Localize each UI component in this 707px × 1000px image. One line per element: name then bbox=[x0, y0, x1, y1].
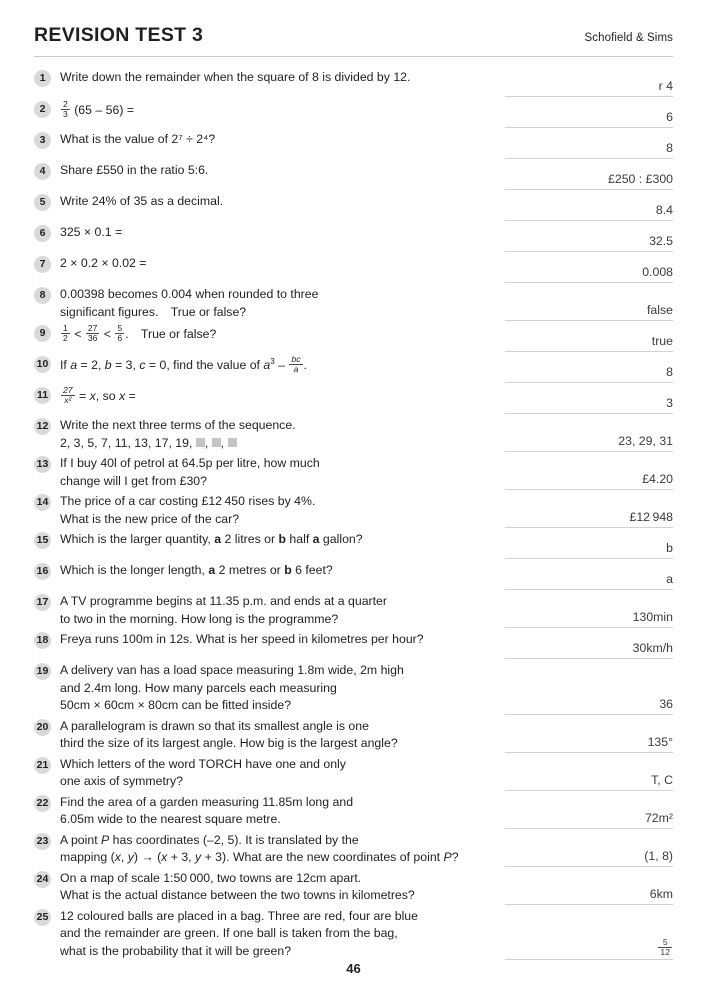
question-number-badge: 6 bbox=[34, 225, 51, 242]
question-line: A delivery van has a load space measuring 1.8m wide, 2m high bbox=[60, 663, 404, 677]
answer-value[interactable]: 72m² bbox=[505, 810, 673, 829]
question-row bbox=[34, 66, 673, 97]
question-row bbox=[34, 559, 673, 590]
question-row bbox=[34, 829, 673, 867]
question-row bbox=[34, 383, 673, 414]
answer-area bbox=[481, 162, 673, 190]
answer-area bbox=[481, 718, 673, 753]
question-row bbox=[34, 905, 673, 961]
question-text bbox=[51, 756, 481, 791]
question-number-badge: 20 bbox=[34, 719, 51, 736]
answer-placeholder-box bbox=[196, 438, 205, 447]
fraction-numerator: 27 bbox=[63, 385, 73, 395]
question-number-badge: 11 bbox=[34, 387, 51, 404]
answer-value[interactable]: 3 bbox=[505, 395, 673, 414]
question-row bbox=[34, 590, 673, 628]
question-line: A parallelogram is drawn so that its smallest angle is one bbox=[60, 718, 369, 733]
question-text bbox=[51, 631, 481, 649]
question-number-badge: 18 bbox=[34, 632, 51, 649]
answer-value[interactable]: 0.008 bbox=[505, 264, 673, 283]
question-text bbox=[51, 162, 481, 180]
question-row bbox=[34, 221, 673, 252]
question-text bbox=[51, 100, 481, 120]
question-number-badge: 23 bbox=[34, 833, 51, 850]
question-number-badge: 12 bbox=[34, 418, 51, 435]
answer-value[interactable]: 6km bbox=[505, 886, 673, 905]
question-line: If a = 2, b = 3, c = 0, find the value of $a^3$ – $\frac{bc}{a}$ . bbox=[60, 354, 307, 374]
question-line: The price of a car costing £12 450 rises by 4%. bbox=[60, 494, 316, 508]
answer-value[interactable] bbox=[505, 938, 673, 960]
answer-placeholder-box bbox=[228, 438, 237, 447]
question-text bbox=[51, 908, 481, 961]
answer-value[interactable]: £4.20 bbox=[505, 471, 673, 490]
question-line: to two in the morning. How long is the programme? bbox=[60, 611, 339, 626]
answer-area bbox=[481, 355, 673, 383]
question-text bbox=[51, 832, 481, 867]
answer-area bbox=[481, 593, 673, 628]
fraction-denominator: a bbox=[289, 364, 302, 374]
answer-value[interactable]: 130min bbox=[505, 609, 673, 628]
answer-area bbox=[481, 562, 673, 590]
question-text bbox=[51, 286, 481, 321]
answer-area bbox=[481, 324, 673, 352]
question-line: Write 24% of 35 as a decimal. bbox=[60, 194, 224, 208]
question-number-badge: 16 bbox=[34, 563, 51, 580]
answer-value[interactable]: 36 bbox=[505, 696, 673, 715]
answer-value[interactable]: £250 : £300 bbox=[505, 171, 673, 190]
question-list bbox=[34, 66, 673, 960]
question-row bbox=[34, 791, 673, 829]
question-row bbox=[34, 97, 673, 128]
fraction-numerator: 5 bbox=[117, 323, 123, 333]
answer-value[interactable]: 32.5 bbox=[505, 233, 673, 252]
question-row bbox=[34, 128, 673, 159]
fraction bbox=[658, 938, 672, 957]
question-line: Write the next three terms of the sequence. bbox=[60, 418, 296, 432]
question-line: 2, 3, 5, 7, 11, 13, 17, 19, , , bbox=[60, 435, 481, 453]
question-text bbox=[51, 493, 481, 528]
answer-value[interactable]: 23, 29, 31 bbox=[505, 433, 673, 452]
question-row bbox=[34, 252, 673, 283]
question-number-badge: 4 bbox=[34, 163, 51, 180]
page-title: REVISION TEST 3 bbox=[34, 24, 204, 46]
question-line: 50cm × 60cm × 80cm can be fitted inside? bbox=[60, 698, 292, 712]
question-row bbox=[34, 159, 673, 190]
fraction-numerator: 2 bbox=[63, 99, 68, 109]
fraction-numerator: 5 bbox=[662, 937, 668, 948]
question-number-badge: 2 bbox=[34, 101, 51, 118]
answer-area bbox=[481, 870, 673, 905]
answer-value[interactable]: (1, 8) bbox=[505, 848, 673, 867]
question-row bbox=[34, 452, 673, 490]
answer-area bbox=[481, 224, 673, 252]
option-marker: a bbox=[312, 532, 320, 546]
answer-area bbox=[481, 794, 673, 829]
answer-value[interactable]: 30km/h bbox=[505, 640, 673, 659]
answer-area bbox=[481, 455, 673, 490]
question-line: A point P has coordinates (–2, 5). It is translated by the bbox=[60, 832, 359, 847]
fraction-numerator: 27 bbox=[87, 323, 98, 333]
question-line: On a map of scale 1:50 000, two towns are 12cm apart. bbox=[60, 870, 362, 885]
question-line: 6.05m wide to the nearest square metre. bbox=[60, 812, 281, 826]
question-line: mapping (x, y) → (x + 3, y + 3). What are the new coordinates of point P? bbox=[60, 850, 459, 864]
question-line: Which is the larger quantity, a 2 litres or b half a gallon? bbox=[60, 532, 363, 546]
answer-value[interactable]: 8.4 bbox=[505, 202, 673, 221]
answer-value[interactable]: 6 bbox=[505, 109, 673, 128]
answer-area bbox=[481, 756, 673, 791]
option-marker: a bbox=[208, 563, 216, 577]
question-text bbox=[51, 255, 481, 273]
question-text bbox=[51, 531, 481, 549]
question-row bbox=[34, 321, 673, 352]
publisher-name: Schofield & Sims bbox=[584, 32, 673, 44]
question-number-badge: 25 bbox=[34, 909, 51, 926]
question-row bbox=[34, 528, 673, 559]
answer-placeholder-box bbox=[212, 438, 221, 447]
answer-value[interactable]: r 4 bbox=[505, 78, 673, 97]
answer-value[interactable]: 135° bbox=[505, 734, 673, 753]
answer-value[interactable]: a bbox=[505, 571, 673, 590]
question-line: $\frac{2}{3}$ (65 – 56) = bbox=[63, 99, 135, 119]
question-line: Which is the longer length, a 2 metres or b 6 feet? bbox=[60, 563, 333, 577]
answer-area bbox=[481, 100, 673, 128]
question-row bbox=[34, 352, 673, 383]
question-text bbox=[51, 193, 481, 211]
answer-area bbox=[481, 662, 673, 715]
question-text bbox=[51, 662, 481, 715]
question-number-badge: 19 bbox=[34, 663, 51, 680]
question-number-badge: 14 bbox=[34, 494, 51, 511]
question-line: 2 × 0.2 × 0.02 = bbox=[60, 256, 147, 270]
question-line: Share £550 in the ratio 5:6. bbox=[60, 163, 209, 177]
question-text bbox=[51, 131, 481, 149]
fraction bbox=[289, 355, 302, 374]
question-line: Which letters of the word TORCH have one and only bbox=[60, 756, 346, 771]
header-divider bbox=[34, 56, 673, 57]
question-text bbox=[51, 417, 481, 452]
fraction-denominator: 6 bbox=[117, 332, 123, 343]
answer-value[interactable]: T, C bbox=[505, 772, 673, 791]
answer-area bbox=[481, 531, 673, 559]
answer-value[interactable]: true bbox=[505, 333, 673, 352]
question-row bbox=[34, 753, 673, 791]
fraction bbox=[61, 386, 75, 405]
question-line: What is the new price of the car? bbox=[60, 511, 240, 526]
answer-value[interactable]: £12 948 bbox=[505, 509, 673, 528]
question-line: $\frac{27}{\text{x²}}$ = x, so x = bbox=[63, 385, 136, 405]
question-number-badge: 22 bbox=[34, 795, 51, 812]
question-line: A TV programme begins at 11.35 p.m. and ends at a quarter bbox=[60, 594, 387, 608]
question-number-badge: 17 bbox=[34, 594, 51, 611]
fraction bbox=[115, 324, 124, 343]
question-number-badge: 9 bbox=[34, 325, 51, 342]
question-line: what is the probability that it will be green? bbox=[60, 943, 292, 958]
answer-area bbox=[481, 832, 673, 867]
question-number-badge: 3 bbox=[34, 132, 51, 149]
question-text bbox=[51, 718, 481, 753]
question-text bbox=[51, 324, 481, 344]
answer-area bbox=[481, 69, 673, 97]
question-number-badge: 5 bbox=[34, 194, 51, 211]
question-text bbox=[51, 69, 481, 87]
fraction-numerator: 1 bbox=[63, 323, 68, 333]
question-line: What is the actual distance between the two towns in kilometres? bbox=[60, 888, 415, 902]
question-text bbox=[51, 593, 481, 628]
question-line: Freya runs 100m in 12s. What is her speed in kilometres per hour? bbox=[60, 632, 424, 646]
answer-value[interactable]: 8 bbox=[505, 140, 673, 159]
fraction-denominator: 36 bbox=[87, 332, 98, 343]
question-text bbox=[51, 562, 481, 580]
answer-value[interactable]: false bbox=[505, 302, 673, 321]
question-number-badge: 10 bbox=[34, 356, 51, 373]
question-number-badge: 24 bbox=[34, 871, 51, 888]
question-line: and 2.4m long. How many parcels each measuring bbox=[60, 680, 337, 695]
fraction-numerator: bc bbox=[291, 354, 301, 364]
question-line: and the remainder are green. If one ball is taken from the bag, bbox=[60, 926, 398, 940]
page-number: 46 bbox=[346, 961, 361, 976]
option-marker: b bbox=[278, 532, 286, 546]
question-row bbox=[34, 283, 673, 321]
fraction bbox=[86, 324, 100, 343]
question-row bbox=[34, 414, 673, 452]
fraction-denominator: 2 bbox=[63, 332, 68, 343]
answer-area bbox=[481, 908, 673, 961]
question-number-badge: 8 bbox=[34, 287, 51, 304]
question-number-badge: 13 bbox=[34, 456, 51, 473]
option-marker: b bbox=[284, 563, 292, 577]
question-text bbox=[51, 386, 481, 406]
option-marker: a bbox=[214, 532, 222, 546]
question-text bbox=[51, 455, 481, 490]
answer-area bbox=[481, 493, 673, 528]
question-line: third the size of its largest angle. How big is the largest angle? bbox=[60, 736, 398, 750]
fraction bbox=[61, 100, 70, 119]
question-line: 325 × 0.1 = bbox=[60, 225, 123, 239]
answer-area bbox=[481, 631, 673, 659]
question-text bbox=[51, 794, 481, 829]
question-text bbox=[51, 224, 481, 242]
fraction-denominator: x² bbox=[61, 395, 75, 405]
question-text bbox=[51, 870, 481, 905]
question-row bbox=[34, 867, 673, 905]
question-row bbox=[34, 628, 673, 659]
fraction-denominator: 3 bbox=[63, 108, 68, 119]
question-text bbox=[51, 355, 481, 375]
answer-area bbox=[481, 417, 673, 452]
question-row bbox=[34, 490, 673, 528]
question-number-badge: 1 bbox=[34, 70, 51, 87]
answer-area bbox=[481, 131, 673, 159]
question-line: one axis of symmetry? bbox=[60, 774, 184, 788]
question-line: If I buy 40l of petrol at 64.5p per litre, how much bbox=[60, 456, 320, 470]
question-number-badge: 15 bbox=[34, 532, 51, 549]
answer-area bbox=[481, 255, 673, 283]
answer-area bbox=[481, 193, 673, 221]
question-row bbox=[34, 659, 673, 715]
answer-value[interactable]: 8 bbox=[505, 364, 673, 383]
question-line: 0.00398 becomes 0.004 when rounded to three bbox=[60, 287, 319, 301]
question-number-badge: 21 bbox=[34, 757, 51, 774]
question-line: 12 coloured balls are placed in a bag. Three are red, four are blue bbox=[60, 908, 418, 923]
answer-area bbox=[481, 286, 673, 321]
question-line: change will I get from £30? bbox=[60, 473, 207, 488]
answer-area bbox=[481, 386, 673, 414]
page-header bbox=[34, 0, 673, 47]
question-number-badge: 7 bbox=[34, 256, 51, 273]
question-line: Find the area of a garden measuring 11.85m long and bbox=[60, 794, 354, 809]
question-line: What is the value of 2⁷ ÷ 2⁴? bbox=[60, 132, 216, 146]
fraction bbox=[61, 324, 70, 343]
question-row bbox=[34, 715, 673, 753]
question-line: significant figures. True or false? bbox=[60, 304, 247, 319]
question-line: Write down the remainder when the square of 8 is divided by 12. bbox=[60, 70, 411, 84]
fraction-denominator: 12 bbox=[660, 947, 670, 958]
answer-value[interactable]: b bbox=[505, 540, 673, 559]
question-line: $\frac{1}{2}$ < $\frac{27}{36}$ < $\frac{5}{6}$ . True or false? bbox=[63, 323, 217, 343]
question-row bbox=[34, 190, 673, 221]
